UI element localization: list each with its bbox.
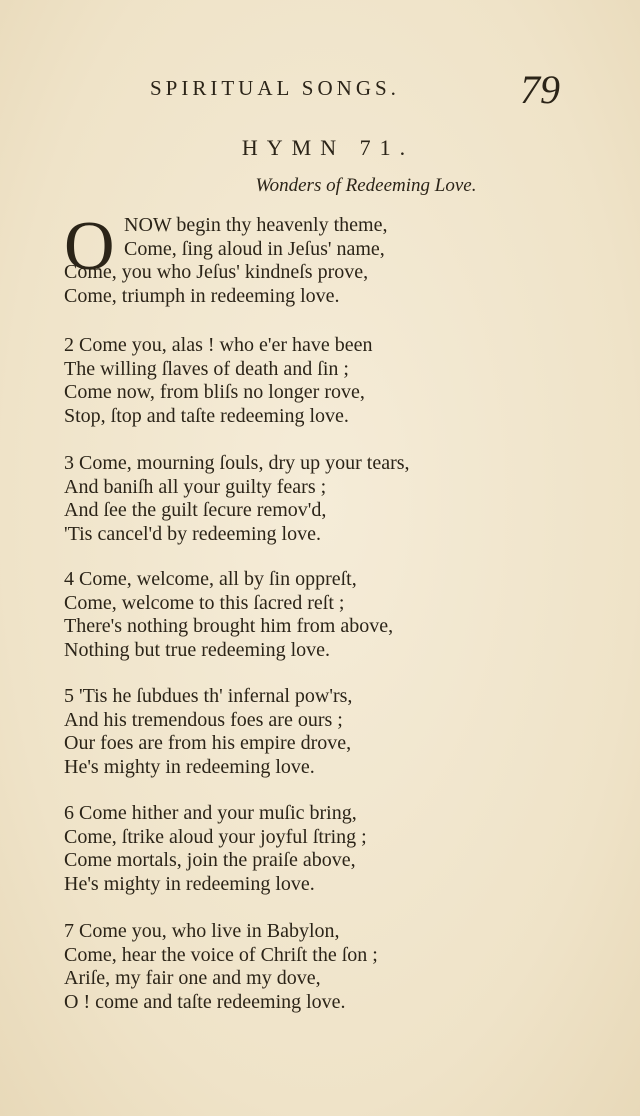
verse-line: Our foes are from his empire drove,	[64, 732, 352, 754]
verse-line: O ! come and taſte redeeming love.	[64, 990, 346, 1013]
verse-line: 2 Come you, alas ! who e'er have been	[64, 334, 373, 356]
verse-line: 4 Come, welcome, all by ſin oppreſt,	[64, 568, 357, 590]
drop-cap: O	[64, 208, 115, 285]
page-number: 79	[520, 67, 560, 112]
verse-line: 7 Come you, who live in Babylon,	[64, 920, 340, 942]
stanza-3	[64, 452, 584, 546]
verse-line: And ſee the guilt ſecure remov'd,	[64, 499, 327, 521]
verse-line: And baniſh all your guilty fears ;	[64, 475, 327, 498]
hymn-subtitle: Wonders of Redeeming Love.	[255, 175, 477, 196]
stanza-6	[64, 802, 584, 896]
verse-line: NOW begin thy heavenly theme,	[124, 214, 388, 236]
running-head: SPIRITUAL SONGS.	[150, 76, 400, 100]
verse-line: Nothing but true redeeming love.	[64, 638, 331, 661]
verse-line: And his tremendous foes are ours ;	[64, 708, 343, 731]
verse-line: Come mortals, join the praiſe above,	[64, 849, 356, 871]
verse-line: 5 'Tis he ſubdues th' infernal pow'rs,	[64, 685, 353, 707]
verse-line: Come, ſing aloud in Jeſus' name,	[124, 237, 385, 260]
verse-line: 'Tis cancel'd by redeeming love.	[64, 522, 321, 545]
verse-line: 6 Come hither and your muſic bring,	[64, 802, 357, 824]
verse-line: The willing ſlaves of death and ſin ;	[64, 357, 349, 380]
verse-line: There's nothing brought him from above,	[64, 615, 394, 637]
verse-line: 3 Come, mourning ſouls, dry up your tears,	[64, 452, 410, 474]
stanza-4	[64, 568, 584, 662]
verse-line: Come, ſtrike aloud your joyful ſtring ;	[64, 825, 367, 848]
verse-line: Come, triumph in redeeming love.	[64, 284, 340, 307]
verse-line: He's mighty in redeeming love.	[64, 755, 315, 778]
verse-line: Stop, ſtop and taſte redeeming love.	[64, 404, 349, 427]
verse-line: Come, welcome to this ſacred reſt ;	[64, 591, 345, 614]
verse-line: Come, you who Jeſus' kindneſs prove,	[64, 261, 369, 283]
hymn-title: HYMN 71.	[241, 135, 415, 160]
verse-line: Come now, from bliſs no longer rove,	[64, 381, 365, 403]
stanza-7	[64, 920, 584, 1014]
stanza-1	[64, 208, 584, 308]
stanza-2	[64, 334, 584, 428]
stanza-5	[64, 685, 584, 779]
verse-line: He's mighty in redeeming love.	[64, 872, 315, 895]
verse-line: Ariſe, my fair one and my dove,	[64, 967, 321, 989]
verse-line: Come, hear the voice of Chriſt the ſon ;	[64, 943, 378, 966]
